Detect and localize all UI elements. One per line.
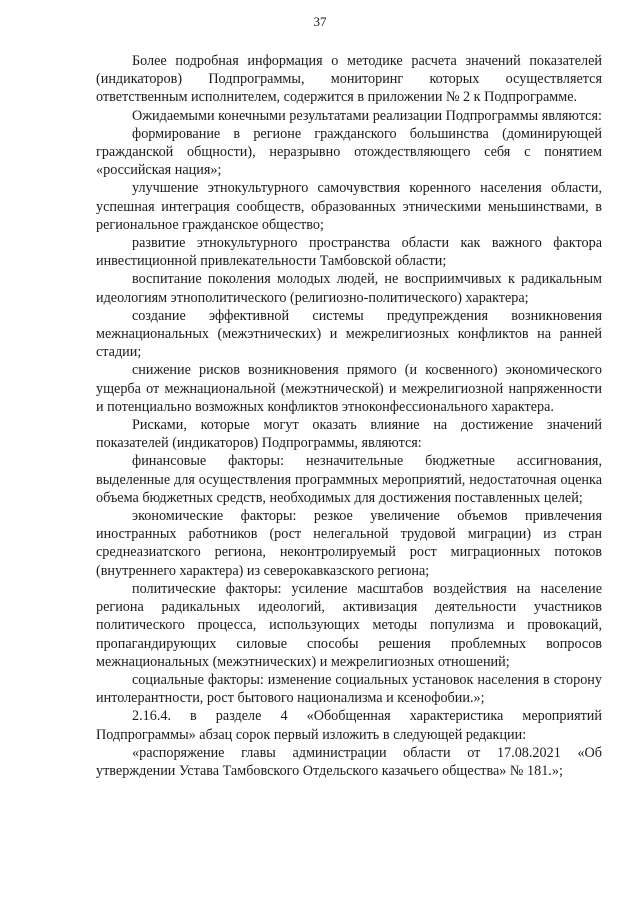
paragraph-risk-financial: финансовые факторы: незначительные бюджетные ассигнования, выделенные для осуществления программных мероприятий, недостаточная оценка объема бюджетных средств, необходимых для достижения поставленных целей; (96, 453, 602, 506)
paragraph-result-ethnocultural-wellbeing: улучшение этнокультурного самочувствия коренного населения области, успешная интеграция сообществ, образованных этническими меньшинствами, в региональное гражданское общество; (96, 180, 602, 233)
paragraph-risks-intro: Рисками, которые могут оказать влияние на достижение значений показателей (индикаторов) Подпрограммы, являются: (96, 417, 602, 452)
paragraph-result-youth-education: воспитание поколения молодых людей, не восприимчивых к радикальным идеологиям этнополитического (религиозно-политического) характера; (96, 271, 602, 306)
paragraph-result-civic-majority: формирование в регионе гражданского большинства (доминирующей гражданской общности), неразрывно отождествляющего себя с понятием «российская нация»; (96, 125, 602, 179)
paragraph-amendment-section-4: 2.16.4. в разделе 4 «Обобщенная характеристика мероприятий Подпрограммы» абзац сорок первый изложить в следующей редакции: (96, 708, 602, 743)
paragraph-risk-political: политические факторы: усиление масштабов воздействия на население региона радикальных идеологий, активизация деятельности участников политического процесса, использующих методы популизма и провокаций, пропагандирующих силовые способы решения проблемных вопросов межнациональных (межэтнических) и межрелигиозных отношений; (96, 580, 602, 670)
paragraph-result-conflict-prevention: создание эффективной системы предупреждения возникновения межнациональных (межэтнических) и межрелигиозных конфликтов на ранней стадии; (96, 307, 602, 361)
paragraph-expected-results-intro: Ожидаемыми конечными результатами реализации Подпрограммы являются: (132, 107, 602, 124)
paragraph-result-ethnocultural-space: развитие этнокультурного пространства области как важного фактора инвестиционной привлекательности Тамбовской области; (96, 235, 602, 270)
paragraph-risk-social: социальные факторы: изменение социальных установок населения в сторону интолерантности, рост бытового национализма и ксенофобии.»; (96, 671, 602, 707)
paragraph-result-damage-reduction: снижение рисков возникновения прямого (и косвенного) экономического ущерба от межнациональной (межэтнической) и межрелигиозной напряженности и потенциально возможных конфликтов этноконфессионального характера. (96, 362, 602, 415)
document-body (96, 52, 602, 780)
paragraph-risk-economic: экономические факторы: резкое увеличение объемов привлечения иностранных работников (рост нелегальной трудовой миграции) из стран среднеазиатского региона, неконтролируемый рост миграционных потоков (внутреннего характера) из северокавказского региона; (96, 508, 602, 579)
page-number: 37 (313, 14, 327, 29)
paragraph-amendment-decree: «распоряжение главы администрации области от 17.08.2021 «Об утверждении Устава Тамбовского Отдельского казачьего общества» № 181.»; (96, 744, 602, 779)
paragraph-methodology: Более подробная информация о методике расчета значений показателей (индикаторов) Подпрограммы, мониторинг которых осуществляется ответственным исполнителем, содержится в приложении № 2 к Подпрограмме. (96, 53, 602, 106)
